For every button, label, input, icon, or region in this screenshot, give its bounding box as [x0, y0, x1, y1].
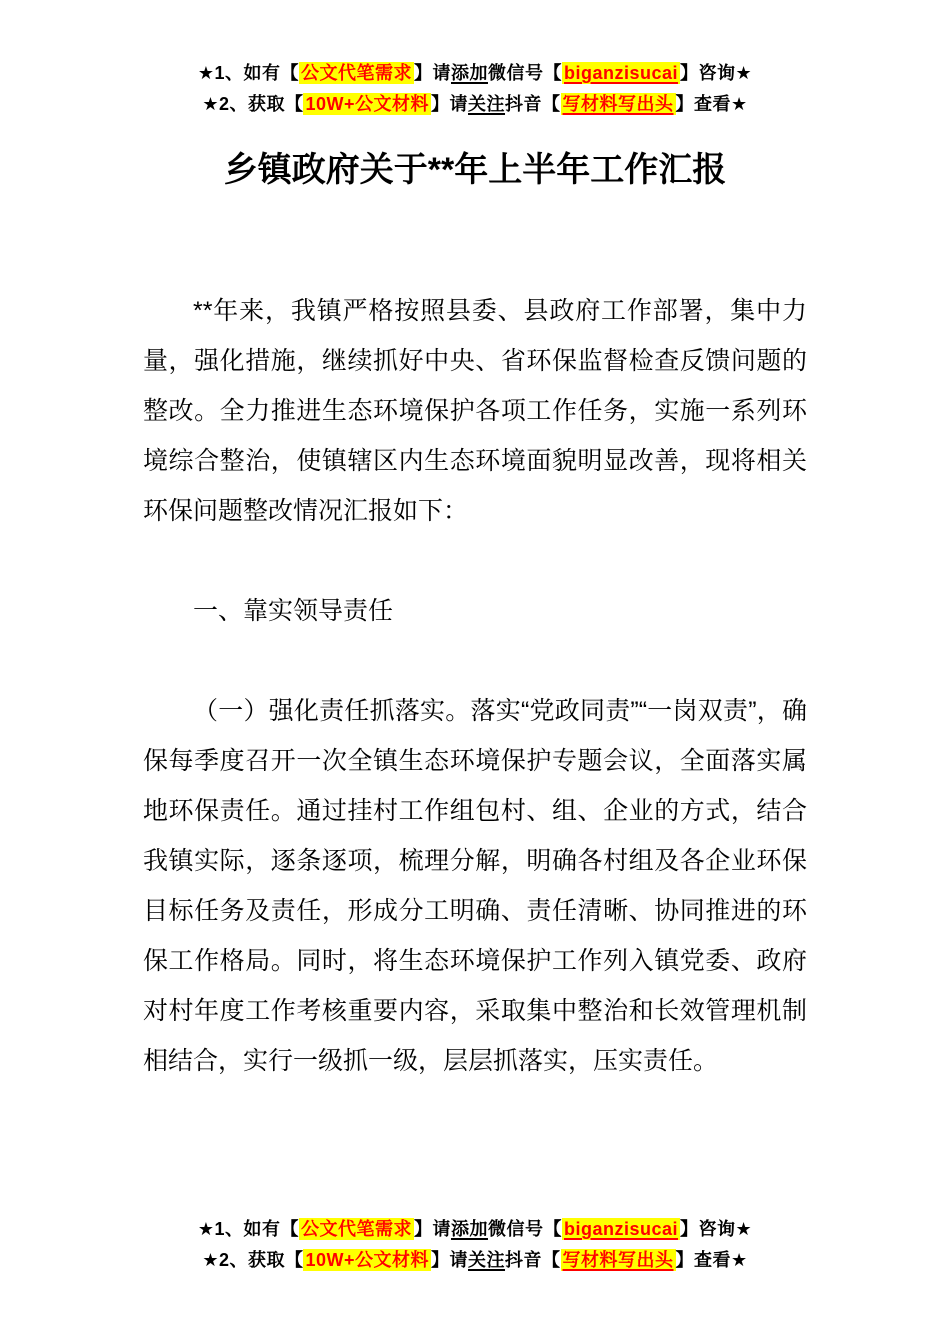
promo-text: ★2、获取【 — [202, 94, 304, 114]
promo-highlight-wechat-id: biganzisucai — [563, 63, 679, 83]
promo-text: ★1、如有【 — [197, 63, 299, 83]
promo-text: 】咨询★ — [680, 63, 753, 83]
document-title: 乡镇政府关于**年上半年工作汇报 — [223, 151, 727, 189]
paragraph-section-body: （一）强化责任抓落实。落实“党政同责”“一岗双责”，确保每季度召开一次全镇生态环境保护专题会议，全面落实属地环保责任。通过挂村工作组包村、组、企业的方式，结合我镇实际，逐条逐项，梳理分解，明确各村组及各企业环保目标任务及责任，形成分工明确、责任清晰、协同推进的环保工作格局。同时，将生态环境保护工作列入镇党委、政府对村年度工作考核重要内容，采取集中整治和长效管理机制相结合，实行一级抓一级，层层抓落实，压实责任。 — [143, 697, 807, 1075]
promo-highlight-douyin-id: 写材料写出头 — [562, 1250, 674, 1270]
promo-text: 】请 — [431, 94, 469, 114]
promo-header-line-1 — [0, 58, 950, 89]
promo-text: 微信号【 — [487, 63, 562, 83]
promo-highlight-douyin-id: 写材料写出头 — [562, 94, 674, 114]
promo-highlight-materials: 10W+公文材料 — [305, 1250, 430, 1270]
promo-text: 】查看★ — [675, 94, 748, 114]
section-heading: 一、靠实领导责任 — [193, 597, 394, 625]
promo-footer-line-2 — [0, 1245, 950, 1276]
promo-underlined-action: 添加 — [450, 63, 488, 83]
promo-text: 】请 — [413, 1219, 451, 1239]
promo-text: 抖音【 — [505, 1250, 561, 1270]
promo-footer-line-1 — [0, 1214, 950, 1245]
promo-highlight-service: 公文代笔需求 — [300, 63, 412, 83]
promo-underlined-action: 关注 — [468, 1250, 506, 1270]
promo-header — [0, 58, 950, 120]
promo-text: 抖音【 — [505, 94, 561, 114]
promo-text: 】请 — [431, 1250, 469, 1270]
paragraph-intro: **年来，我镇严格按照县委、县政府工作部署，集中力量，强化措施，继续抓好中央、省环保监督检查反馈问题的整改。全力推进生态环境保护各项工作任务，实施一系列环境综合整治，使镇辖区内生态环境面貌明显改善，现将相关环保问题整改情况汇报如下： — [143, 297, 807, 525]
promo-highlight-service: 公文代笔需求 — [300, 1219, 412, 1239]
promo-text: 】请 — [413, 63, 451, 83]
promo-highlight-materials: 10W+公文材料 — [305, 94, 430, 114]
promo-highlight-wechat-id: biganzisucai — [563, 1219, 679, 1239]
promo-text: ★1、如有【 — [197, 1219, 299, 1239]
promo-header-line-2 — [0, 89, 950, 120]
promo-text: 】查看★ — [675, 1250, 748, 1270]
promo-underlined-action: 关注 — [468, 94, 506, 114]
promo-text: 微信号【 — [487, 1219, 562, 1239]
promo-text: 】咨询★ — [680, 1219, 753, 1239]
promo-underlined-action: 添加 — [450, 1219, 488, 1239]
promo-text: ★2、获取【 — [202, 1250, 304, 1270]
promo-footer — [0, 1214, 950, 1276]
